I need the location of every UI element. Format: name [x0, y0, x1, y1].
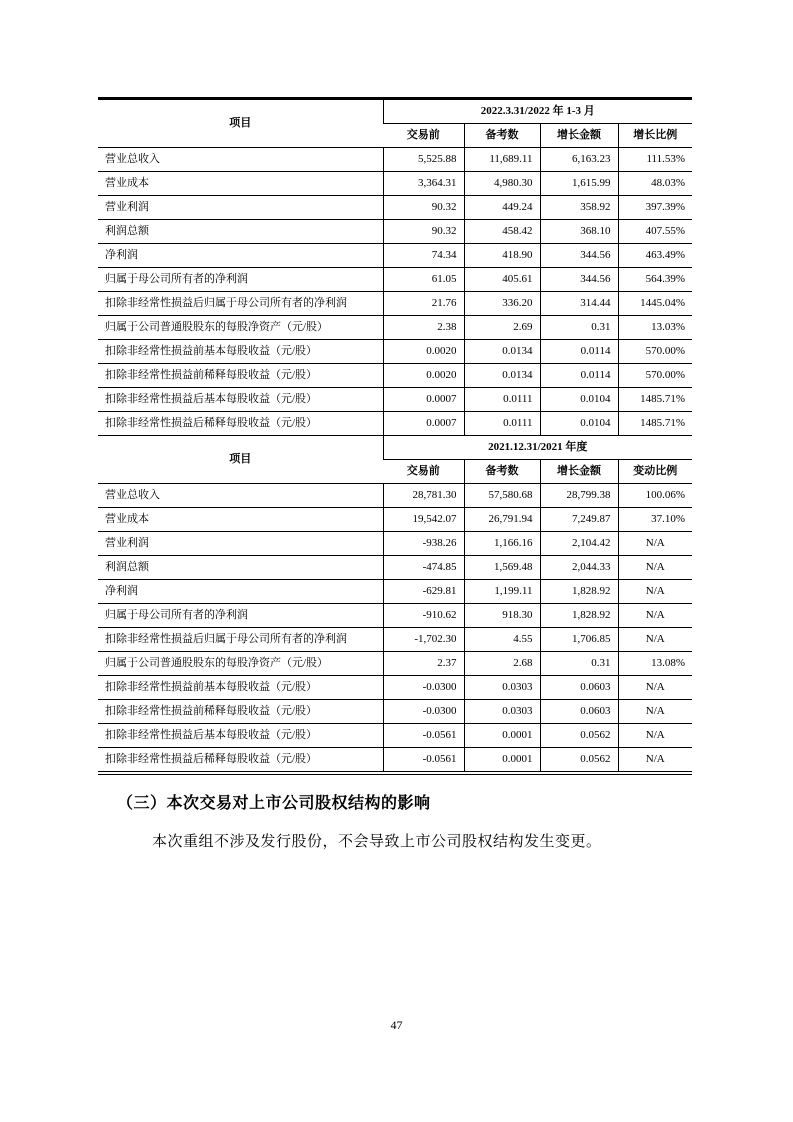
table-row	[98, 412, 692, 436]
cell-value: 0.0020	[383, 340, 464, 364]
row-label: 归属于母公司所有者的净利润	[98, 268, 383, 292]
column-header: 交易前	[383, 124, 464, 148]
cell-value: 13.08%	[618, 652, 692, 676]
cell-value: 1485.71%	[618, 388, 692, 412]
cell-value: 2,104.42	[540, 532, 618, 556]
cell-value: 918.30	[464, 604, 540, 628]
cell-value: 111.53%	[618, 148, 692, 172]
cell-value: 100.06%	[618, 484, 692, 508]
cell-value: 0.0020	[383, 364, 464, 388]
cell-value: -629.81	[383, 580, 464, 604]
cell-value: 0.0007	[383, 412, 464, 436]
cell-value: 418.90	[464, 244, 540, 268]
row-label: 归属于母公司所有者的净利润	[98, 604, 383, 628]
cell-value: 1,199.11	[464, 580, 540, 604]
section-heading: （三）本次交易对上市公司股权结构的影响	[117, 795, 431, 812]
page-number: 47	[390, 1018, 403, 1032]
row-label: 营业总收入	[98, 148, 383, 172]
cell-value: 37.10%	[618, 508, 692, 532]
row-label: 扣除非经常性损益前稀释每股收益（元/股）	[98, 364, 383, 388]
table-row	[98, 580, 692, 604]
table-row	[98, 220, 692, 244]
cell-value: 407.55%	[618, 220, 692, 244]
cell-value: -0.0561	[383, 724, 464, 748]
cell-value: N/A	[618, 604, 692, 628]
cell-value: -938.26	[383, 532, 464, 556]
cell-value: 449.24	[464, 196, 540, 220]
row-label: 营业成本	[98, 172, 383, 196]
pro-forma-table-2021-annual	[98, 436, 692, 775]
page-content	[98, 97, 692, 851]
row-label: 扣除非经常性损益后归属于母公司所有者的净利润	[98, 628, 383, 652]
column-header: 交易前	[383, 460, 464, 484]
cell-value: -0.0300	[383, 676, 464, 700]
cell-value: 570.00%	[618, 364, 692, 388]
cell-value: 0.31	[540, 652, 618, 676]
cell-value: N/A	[618, 556, 692, 580]
row-label: 利润总额	[98, 220, 383, 244]
cell-value: 0.31	[540, 316, 618, 340]
row-label: 扣除非经常性损益后稀释每股收益（元/股）	[98, 412, 383, 436]
cell-value: 1,166.16	[464, 532, 540, 556]
cell-value: 21.76	[383, 292, 464, 316]
table-row	[98, 532, 692, 556]
table-row	[98, 748, 692, 774]
table-row	[98, 484, 692, 508]
cell-value: 6,163.23	[540, 148, 618, 172]
row-label: 归属于公司普通股股东的每股净资产（元/股）	[98, 316, 383, 340]
cell-value: 336.20	[464, 292, 540, 316]
row-label: 扣除非经常性损益后归属于母公司所有者的净利润	[98, 292, 383, 316]
cell-value: 1,569.48	[464, 556, 540, 580]
cell-value: 0.0111	[464, 388, 540, 412]
cell-value: 0.0562	[540, 724, 618, 748]
cell-value: 1,615.99	[540, 172, 618, 196]
cell-value: 26,791.94	[464, 508, 540, 532]
row-label: 扣除非经常性损益前基本每股收益（元/股）	[98, 340, 383, 364]
cell-value: 0.0007	[383, 388, 464, 412]
cell-value: -0.0300	[383, 700, 464, 724]
item-column-header: 项目	[98, 99, 383, 148]
cell-value: 19,542.07	[383, 508, 464, 532]
table-row	[98, 508, 692, 532]
cell-value: 0.0001	[464, 748, 540, 774]
cell-value: 458.42	[464, 220, 540, 244]
cell-value: N/A	[618, 700, 692, 724]
row-label: 归属于公司普通股股东的每股净资产（元/股）	[98, 652, 383, 676]
cell-value: 1,828.92	[540, 580, 618, 604]
cell-value: 0.0134	[464, 340, 540, 364]
cell-value: 4.55	[464, 628, 540, 652]
table-row	[98, 172, 692, 196]
column-header: 备考数	[464, 124, 540, 148]
cell-value: 2.37	[383, 652, 464, 676]
table-header-row	[98, 99, 692, 124]
cell-value: 358.92	[540, 196, 618, 220]
cell-value: 2.69	[464, 316, 540, 340]
row-label: 净利润	[98, 244, 383, 268]
cell-value: 4,980.30	[464, 172, 540, 196]
table-row	[98, 700, 692, 724]
row-label: 扣除非经常性损益后基本每股收益（元/股）	[98, 388, 383, 412]
cell-value: 61.05	[383, 268, 464, 292]
cell-value: 5,525.88	[383, 148, 464, 172]
table-row	[98, 316, 692, 340]
cell-value: 314.44	[540, 292, 618, 316]
cell-value: 368.10	[540, 220, 618, 244]
cell-value: N/A	[618, 628, 692, 652]
table-row	[98, 292, 692, 316]
table-row	[98, 628, 692, 652]
row-label: 营业总收入	[98, 484, 383, 508]
cell-value: 2.68	[464, 652, 540, 676]
cell-value: N/A	[618, 676, 692, 700]
cell-value: N/A	[618, 748, 692, 774]
table-row	[98, 196, 692, 220]
cell-value: 397.39%	[618, 196, 692, 220]
cell-value: -474.85	[383, 556, 464, 580]
cell-value: 0.0114	[540, 364, 618, 388]
cell-value: 0.0111	[464, 412, 540, 436]
cell-value: 0.0104	[540, 388, 618, 412]
table-row	[98, 604, 692, 628]
row-label: 营业成本	[98, 508, 383, 532]
table-row	[98, 148, 692, 172]
cell-value: 0.0104	[540, 412, 618, 436]
column-header: 变动比例	[618, 460, 692, 484]
cell-value: N/A	[618, 532, 692, 556]
cell-value: 90.32	[383, 196, 464, 220]
column-header: 增长金额	[540, 460, 618, 484]
pro-forma-table-2022-q1	[98, 97, 692, 436]
cell-value: N/A	[618, 580, 692, 604]
cell-value: N/A	[618, 724, 692, 748]
cell-value: 7,249.87	[540, 508, 618, 532]
table-row	[98, 388, 692, 412]
cell-value: 344.56	[540, 244, 618, 268]
cell-value: 1445.04%	[618, 292, 692, 316]
item-column-header: 项目	[98, 436, 383, 484]
table-header-row	[98, 436, 692, 460]
table-row	[98, 724, 692, 748]
cell-value: 0.0001	[464, 724, 540, 748]
cell-value: 564.39%	[618, 268, 692, 292]
cell-value: 48.03%	[618, 172, 692, 196]
cell-value: 3,364.31	[383, 172, 464, 196]
column-header: 增长比例	[618, 124, 692, 148]
cell-value: 1485.71%	[618, 412, 692, 436]
cell-value: 463.49%	[618, 244, 692, 268]
table-row	[98, 268, 692, 292]
row-label: 营业利润	[98, 532, 383, 556]
row-label: 扣除非经常性损益后稀释每股收益（元/股）	[98, 748, 383, 774]
table-row	[98, 244, 692, 268]
row-label: 净利润	[98, 580, 383, 604]
column-header: 备考数	[464, 460, 540, 484]
row-label: 扣除非经常性损益前基本每股收益（元/股）	[98, 676, 383, 700]
row-label: 扣除非经常性损益前稀释每股收益（元/股）	[98, 700, 383, 724]
row-label: 扣除非经常性损益后基本每股收益（元/股）	[98, 724, 383, 748]
cell-value: -1,702.30	[383, 628, 464, 652]
cell-value: 13.03%	[618, 316, 692, 340]
cell-value: 0.0114	[540, 340, 618, 364]
cell-value: 0.0603	[540, 700, 618, 724]
column-header: 增长金额	[540, 124, 618, 148]
cell-value: 1,828.92	[540, 604, 618, 628]
cell-value: 0.0562	[540, 748, 618, 774]
cell-value: 28,799.38	[540, 484, 618, 508]
cell-value: 57,580.68	[464, 484, 540, 508]
cell-value: 11,689.11	[464, 148, 540, 172]
cell-value: 405.61	[464, 268, 540, 292]
table-row	[98, 364, 692, 388]
section-paragraph: 本次重组不涉及发行股份，不会导致上市公司股权结构发生变更。	[152, 834, 602, 850]
row-label: 利润总额	[98, 556, 383, 580]
cell-value: 0.0134	[464, 364, 540, 388]
cell-value: 2,044.33	[540, 556, 618, 580]
table-row	[98, 556, 692, 580]
cell-value: 28,781.30	[383, 484, 464, 508]
table-row	[98, 676, 692, 700]
cell-value: 0.0303	[464, 700, 540, 724]
cell-value: 74.34	[383, 244, 464, 268]
period-header: 2022.3.31/2022 年 1-3 月	[383, 99, 692, 124]
cell-value: -910.62	[383, 604, 464, 628]
period-header: 2021.12.31/2021 年度	[383, 436, 692, 460]
cell-value: 2.38	[383, 316, 464, 340]
row-label: 营业利润	[98, 196, 383, 220]
table-row	[98, 340, 692, 364]
cell-value: 0.0303	[464, 676, 540, 700]
cell-value: 570.00%	[618, 340, 692, 364]
cell-value: 1,706.85	[540, 628, 618, 652]
cell-value: 0.0603	[540, 676, 618, 700]
cell-value: 90.32	[383, 220, 464, 244]
cell-value: -0.0561	[383, 748, 464, 774]
cell-value: 344.56	[540, 268, 618, 292]
table-row	[98, 652, 692, 676]
